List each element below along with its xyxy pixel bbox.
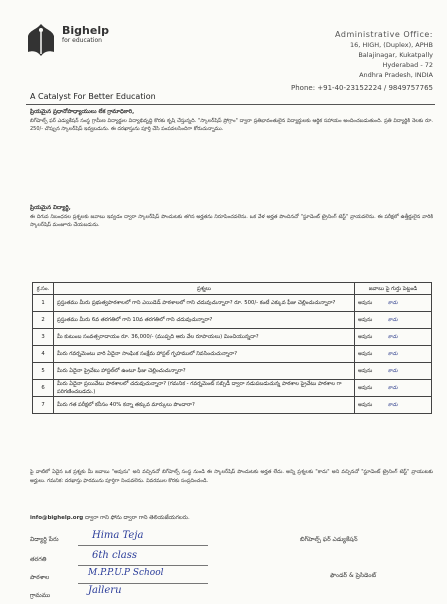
row-number: 7 (33, 397, 54, 414)
yes-option: అవును (358, 316, 373, 323)
row-question: మీరు గత పరీక్షలో కనీసం 40% కన్నా తక్కువ మార్కులు పొందారా? (54, 397, 355, 414)
row-question: ప్రస్తుతము మీరు ప్రభుత్వపాఠశాలలో గాని ఎయిడెడ్ పాఠశాలలో గాని చదువుచున్నారా? రూ. 500/- కంటే ఎక్కువ ఫీజు చెల్లించుచున్నారా? (54, 295, 355, 312)
yes-option: అవును (358, 350, 373, 357)
address-line-3: Hyderabad - 72 (382, 61, 433, 69)
student-name-label: విద్యార్థి పేరు (30, 536, 59, 543)
address-line-1: 16, HIGH, (Duplex), APHB (350, 41, 433, 49)
column-number: క్ర.సం. (33, 283, 54, 295)
yes-option: అవును (358, 367, 373, 374)
bighelp-logo-icon (26, 22, 56, 58)
class-label: తరగతి (30, 556, 47, 563)
office-label: Administrative Office: (335, 30, 433, 39)
village-value: Jalleru (88, 585, 122, 596)
school-value: M.P.P.U.P School (88, 568, 164, 578)
closing-text: పై వాటిలో ఏదైన ఒక ప్రశ్నకు మీ జవాబు "అవును" అని వచ్చినచో బిగ్‌హెల్ప్ సంస్థ నుండి ఈ స్కాలర్‌షిప్ పొందుటకు అర్హత లేదు. అన్ని ప్రశ్నలకు "కాదు" అని వచ్చినచో "స్టూడెంట్ ట్రైనింగ్ టెస్ట్" వ్రాయుటకు అర్హులు. గమనిక: దరఖాస్తు ఫారమును పూర్తిగా నింపవలెను. వివరముల కొరకు సంప్రదించండి. (30, 469, 433, 484)
table-row (33, 346, 432, 363)
address-line-2: Balajinagar, Kukatpally (358, 51, 433, 59)
marked-answer: కాదు (388, 316, 398, 323)
closing-paragraph (30, 468, 433, 512)
class-line (78, 565, 208, 566)
table-row (33, 363, 432, 380)
marked-answer: కాదు (388, 367, 398, 374)
table-row (33, 380, 432, 397)
row-number: 2 (33, 312, 54, 329)
column-question: ప్రశ్నలు (54, 283, 355, 295)
row-number: 5 (33, 363, 54, 380)
eligibility-table (32, 282, 432, 414)
row-answer (355, 380, 432, 397)
header-divider (26, 104, 435, 105)
student-paragraph (30, 204, 433, 278)
marked-answer: కాదు (388, 299, 398, 306)
row-number: 6 (33, 380, 54, 397)
table-row (33, 312, 432, 329)
marked-answer: కాదు (388, 350, 398, 357)
table-row (33, 397, 432, 414)
row-number: 1 (33, 295, 54, 312)
student-name-value: Hima Teja (92, 530, 144, 541)
row-answer (355, 397, 432, 414)
brand-subtitle: for education (62, 37, 102, 44)
table-header-row (33, 283, 432, 295)
row-question: ప్రస్తుతము మీరు 6వ తరగతిలో గాని 10వ తరగతిలో గాని చదువుచున్నారా? (54, 312, 355, 329)
brand-name: Bighelp (62, 24, 109, 37)
salutation-student: ప్రియమైన విద్యార్థి, (30, 205, 71, 211)
intro-paragraph (30, 108, 433, 196)
row-question: మీరు ఏదైనా ప్రైవేటు హాస్టల్‌లో ఉంటూ ఫీజు చెల్లించుచున్నారా? (54, 363, 355, 380)
salutation-headmaster: ప్రియమైన ప్రధానోపాధ్యాయులు లేక గ్రామాధికారి, (30, 109, 135, 115)
yes-option: అవును (358, 384, 373, 391)
school-label: పాఠశాల (30, 574, 50, 581)
contact-email: info@bighelp.org (30, 515, 84, 521)
marked-answer: కాదు (388, 333, 398, 340)
office-address (291, 30, 433, 93)
village-label: గ్రామము (30, 592, 51, 599)
yes-option: అవును (358, 333, 373, 340)
row-answer (355, 329, 432, 346)
row-answer (355, 346, 432, 363)
phone-number: Phone: +91-40-23152224 / 9849757765 (291, 84, 433, 92)
tagline: A Catalyst For Better Education (30, 92, 156, 101)
class-value: 6th class (92, 550, 138, 561)
organization-name: బిగ్‌హెల్ప్ ఫర్ ఎడ్యుకేషన్ (300, 536, 358, 543)
marked-answer: కాదు (388, 401, 398, 408)
row-question: మీరు గవర్నమెంటు వారి ఏదైనా సాంఘిక సంక్షేమ హాస్టల్ గృహములో నివసించుచున్నారా? (54, 346, 355, 363)
school-line (78, 583, 208, 584)
row-answer (355, 312, 432, 329)
marked-answer: కాదు (388, 384, 398, 391)
yes-option: అవును (358, 299, 373, 306)
intro-text: బిగ్‌హెల్ప్ ఫర్ ఎడ్యుకేషన్ సంస్థ గ్రామీణ విద్యార్థుల విద్యాభివృద్ధి కొరకు కృషి చేస్తున్నది. "స్కాలర్‌షిప్ ప్రోగ్రాం" ద్వారా ప్రతిభావంతులైన విద్యార్థులకు ఆర్థిక సహాయం అందించబడుతుంది. ప్రతి విద్యార్థికి నెలకు రూ. 250/- చొప్పున స్కాలర్‌షిప్ ఇవ్వబడును. ఈ దరఖాస్తును పూర్తి చేసి పంపవలసిందిగా కోరుచున్నాము. (30, 117, 433, 133)
contact-line (30, 514, 433, 523)
column-answer: జవాబు పై గుర్తు పెట్టండి (355, 283, 432, 295)
student-text: ఈ దిగువ నిబంధనల ప్రశ్నలకు జవాబు ఇవ్వడం ద్వారా స్కాలర్‌షిప్ పొందుటకు తగిన అర్హతను నిరూపించవలెను. ఒక వేళ అర్హత పొందినచో "స్టూడెంట్ ట్రైనింగ్ టెస్ట్" వ్రాయవలెను. ఈ పరీక్షలో ఉత్తీర్ణులైన వారికి స్కాలర్‌షిప్ మంజూరు చేయబడును. (30, 213, 433, 229)
table-row (33, 329, 432, 346)
table-row (33, 295, 432, 312)
row-answer (355, 363, 432, 380)
signatory-title: ఫౌండర్ & ప్రెసిడెంట్ (330, 572, 377, 579)
row-answer (355, 295, 432, 312)
row-question: మీరు ఏదైనా ప్రయివేటు పాఠశాలలో చదువుచున్నారా? (గమనిక - గవర్నమెంట్ సబ్సిడీ ద్వారా నడుపబడుచున్న పాఠశాల ప్రైవేటు పాఠశాల గా పరిగణించబడదు.) (54, 380, 355, 397)
row-question: మీ కుటుంబ సంవత్సరాదాయం రూ. 36,000/- (ముప్పది ఆరు వేల రూపాయలు) మించియున్నదా? (54, 329, 355, 346)
yes-option: అవును (358, 401, 373, 408)
row-number: 3 (33, 329, 54, 346)
contact-note: ద్వారా గాని ఫోను ద్వారా గాని తెలియజేయగలరు. (84, 515, 190, 521)
address-line-4: Andhra Pradesh, INDIA (359, 71, 433, 79)
row-number: 4 (33, 346, 54, 363)
student-name-line (78, 545, 208, 546)
